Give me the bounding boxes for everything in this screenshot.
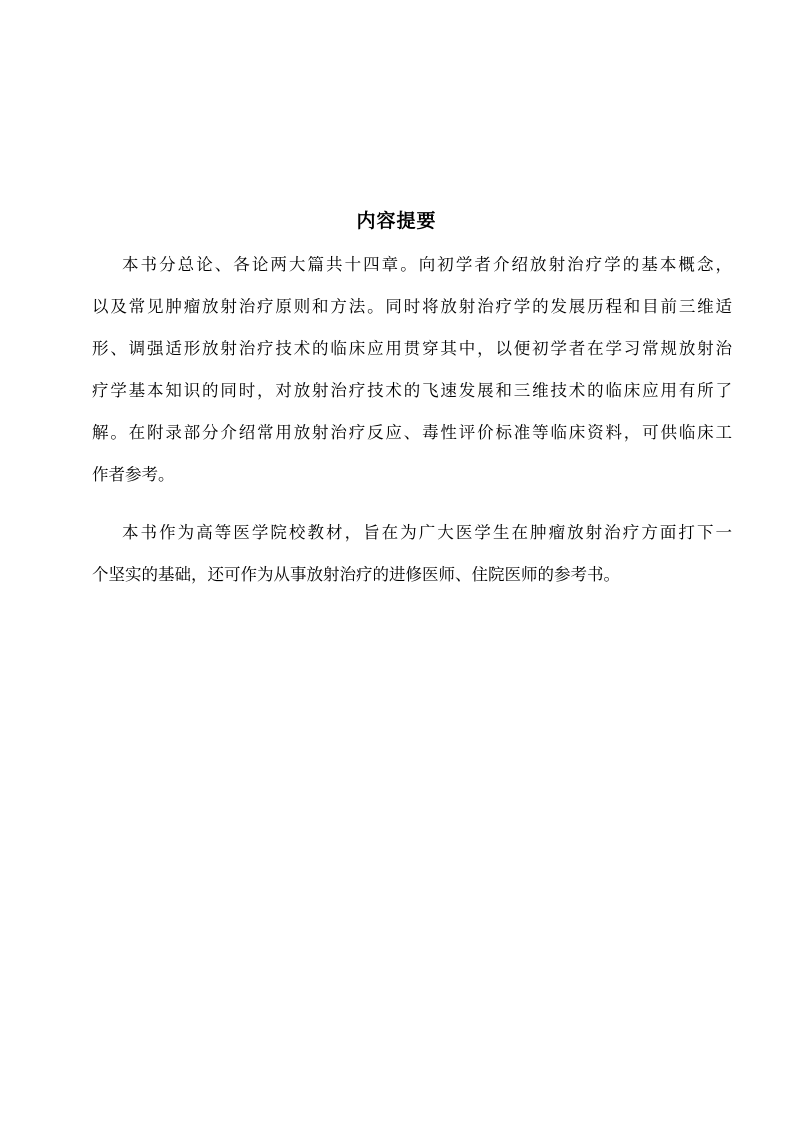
text-line: 本书分总论、各论两大篇共十四章。向初学者介绍放射治疗学的基本概念， — [122, 255, 732, 274]
text-line: 本书作为高等医学院校教材，旨在为广大医学生在肿瘤放射治疗方面打下一 — [122, 523, 732, 542]
text-line: 解。在附录部分介绍常用放射治疗反应、毒性评价标准等临床资料，可供临床工 — [92, 423, 732, 442]
text-line: 形、调强适形放射治疗技术的临床应用贯穿其中，以便初学者在学习常规放射治 — [92, 339, 732, 358]
page-title: 内容提要 — [356, 210, 437, 232]
text-line: 个坚实的基础，还可作为从事放射治疗的进修医师、住院医师的参考书。 — [92, 565, 620, 584]
text-line: 作者参考。 — [92, 465, 175, 484]
text-line: 以及常见肿瘤放射治疗原则和方法。同时将放射治疗学的发展历程和目前三维适 — [92, 297, 732, 316]
text-line: 疗学基本知识的同时，对放射治疗技术的飞速发展和三维技术的临床应用有所了 — [92, 381, 732, 400]
